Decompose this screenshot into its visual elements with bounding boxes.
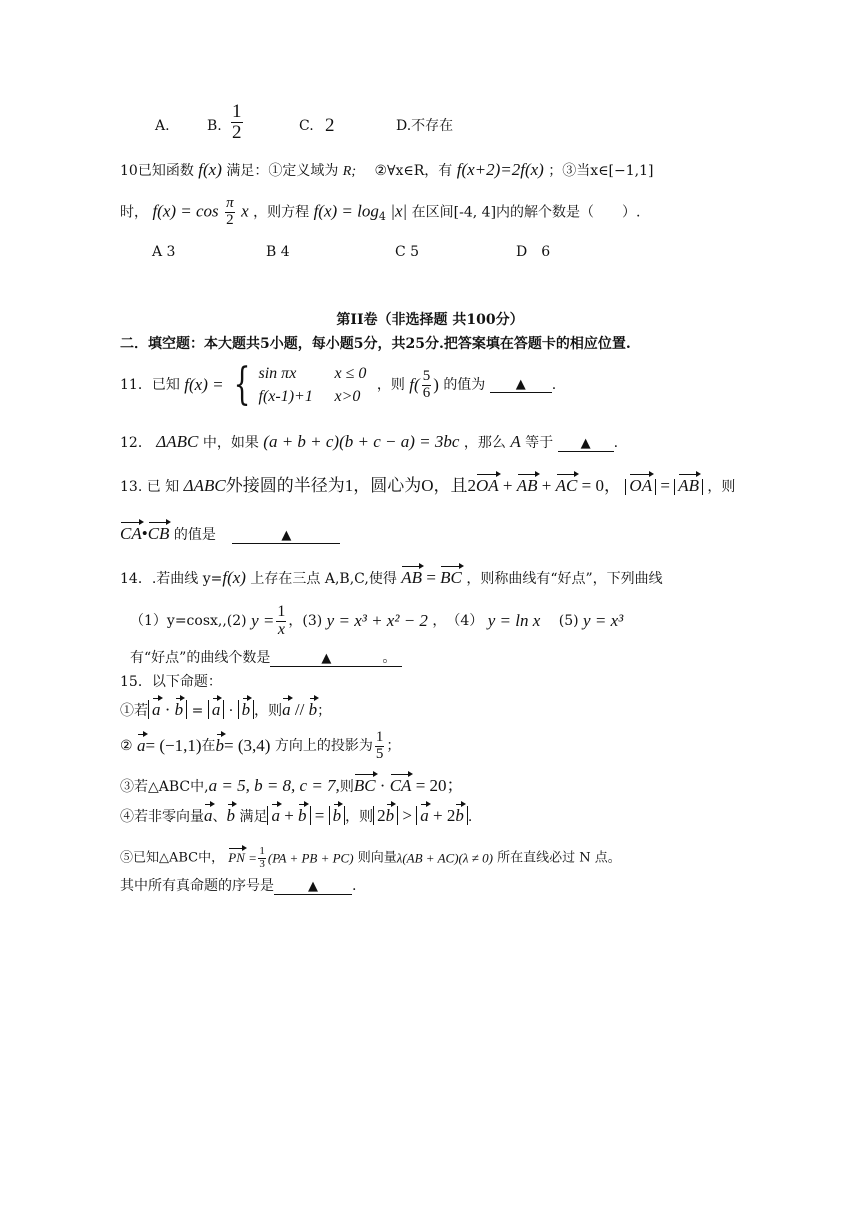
- q15-p5-end: 所在直线必过 N 点。: [497, 850, 621, 866]
- q14-fx: f(x): [222, 568, 246, 587]
- q10-eq2: f(x+2)=2f(x): [456, 160, 544, 179]
- q15-p4-prefix: ④若非零向量: [120, 809, 204, 825]
- q15-p2-vector-a: = (−1,1): [145, 736, 202, 756]
- q14-line3-text: 有“好点”的曲线个数是: [130, 650, 271, 666]
- q15-p1-end: ；: [317, 703, 332, 719]
- q15-p2-num: 1: [375, 729, 384, 745]
- q14-end: 。: [382, 650, 402, 667]
- q15-p1-prefix: ①若: [120, 703, 148, 719]
- q11-f-at: f(: [409, 374, 420, 394]
- q14-answer-blank: ▲: [270, 652, 382, 667]
- section2-title: 第II卷（非选择题 共100分）: [336, 312, 524, 328]
- q15-p3: ③若△ABC中,a = 5, b = 8, c = 7,则BC · CA = 20；: [120, 776, 464, 795]
- q14-eq: =: [422, 568, 441, 587]
- q9-option-d: D.不存在: [396, 118, 454, 134]
- q14-prefix: 14．.若曲线 y=: [120, 571, 223, 587]
- q10-options: [152, 244, 652, 264]
- q15-p2-mid: 在: [201, 737, 216, 754]
- q11-end: .: [551, 376, 557, 393]
- q13-eqs: =: [656, 476, 675, 495]
- q10-abs-x: |x|: [390, 201, 408, 221]
- q15-p2-den: 5: [375, 745, 384, 762]
- q14-curve2-fraction: [276, 604, 286, 639]
- q15-p4-mid: 满足: [239, 809, 268, 825]
- q11-answer-blank: ▲: [490, 378, 552, 393]
- q15-p5-expr: (PA + PB + PC): [267, 850, 354, 866]
- q11-case2-expr: f(x-1)+1: [258, 388, 313, 406]
- q14-curve2-lhs: y =: [251, 611, 275, 631]
- q13-eq-zero: = 0，: [577, 476, 621, 495]
- q10-cond3: ；③当x∈[−1,1]: [548, 163, 654, 179]
- q13-line2-tail: 的值是: [173, 527, 216, 543]
- q13-vector-ab: AB: [516, 476, 538, 495]
- q12-mid2: ，那么: [463, 435, 506, 451]
- q13-vector-cb: CB: [147, 524, 170, 543]
- q15-final: [120, 878, 356, 895]
- q11-mid: ，则: [376, 376, 405, 393]
- q10-line2-start: 时，: [120, 204, 148, 221]
- q10-domain-r: R;: [342, 164, 356, 179]
- q15-p2: ② a= (−1,1)在b= (3,4) 方向上的投影为 $\frac{1}{5}$ ；: [120, 729, 401, 762]
- q11-close: ): [433, 374, 439, 394]
- q12-mid1: 中，如果: [202, 435, 259, 451]
- q12: [120, 432, 618, 452]
- q14-vector-ab: AB: [401, 568, 423, 587]
- q15-p4-sep: 、: [212, 809, 227, 825]
- q9-option-c: C.: [299, 118, 314, 134]
- q15-p2-end: ；: [386, 737, 401, 754]
- q13-vector-oa: OA: [476, 476, 499, 495]
- q15-p5-fraction: [258, 846, 266, 870]
- q11: [120, 359, 557, 411]
- q9-option-a: A.: [155, 118, 170, 134]
- q15-p4: ④若非零向量a、b 满足 a + b = b ，则 2b > a + 2b .: [120, 806, 473, 825]
- q9-b-denominator: 2: [232, 121, 242, 143]
- q15-p1-then: ，则: [254, 703, 283, 719]
- q11-case1-cond: x ≤ 0: [334, 365, 367, 382]
- q15-p1: ①若 a · b = a · b ，则a // b；: [120, 700, 332, 719]
- q13-vector-ac: AC: [555, 476, 578, 495]
- q14-line3: [130, 650, 402, 667]
- q12-prefix: 12．: [120, 435, 152, 451]
- q15-p5-num: 1: [259, 845, 265, 857]
- q14-curve4-label: ， （4）: [432, 612, 484, 629]
- q14-mid: 上存在三点 A,B,C,使得: [250, 571, 397, 587]
- q15-p3-mid: 则: [339, 779, 354, 795]
- q15-p4-then: ，则: [345, 809, 374, 825]
- q15-p5: [120, 846, 621, 870]
- q13-tail: ，则: [707, 479, 736, 495]
- q10-cond1: 满足：①定义域为: [226, 163, 339, 179]
- q13-answer-blank: ▲: [232, 529, 340, 544]
- q15-title: 15．以下命题：: [120, 674, 222, 690]
- q15-p4-end: .: [467, 809, 473, 825]
- q15-p3-prefix: ③若△ABC中,: [120, 779, 209, 795]
- q10-eq4: f(x) = log: [313, 201, 379, 221]
- q11-brace: {: [233, 359, 251, 411]
- q15-p2-prefix: ②: [120, 737, 133, 754]
- q12-triangle: ΔABC: [156, 432, 199, 451]
- q14-curve5-eq: y = x³: [583, 611, 624, 631]
- q11-tail: 的值为: [443, 376, 486, 393]
- q13-plus2: +: [537, 476, 556, 495]
- q14-curve1: （1）y=cosx,,(2): [130, 612, 247, 629]
- q11-case2-cond: x>0: [334, 388, 361, 406]
- q15-p5-eq: =: [249, 850, 257, 866]
- q11-func: f(x) =: [184, 374, 224, 394]
- q10-option-c: C 5: [395, 244, 420, 260]
- q15-p5-vector-pn: PN: [228, 850, 245, 866]
- q13-vector-ca: CA: [120, 524, 142, 543]
- q15-final-end: .: [352, 878, 357, 894]
- q14-curve3-label: ，(3): [288, 612, 323, 629]
- q15-p5-prefix: ⑤已知△ABC中，: [120, 850, 225, 866]
- q15-final-text: 其中所有真命题的序号是: [120, 878, 274, 894]
- q13-line1: [120, 476, 735, 496]
- q10-pi-over-2: [225, 196, 235, 229]
- q10-option-b: B 4: [266, 244, 290, 260]
- q12-equation: (a + b + c)(b + c − a) = 3bc: [263, 432, 460, 451]
- q15-answer-blank: ▲: [274, 880, 352, 895]
- q10-tail: 在区间[-4, 4]内的解个数是（ ）.: [411, 204, 641, 221]
- q9-options: [155, 101, 715, 158]
- q14-line1: [120, 568, 663, 588]
- q13-text1: 外接圆的半径为1，圆心为O，且2: [225, 476, 476, 495]
- q13-prefix: 13. 已 知: [120, 479, 180, 495]
- q10-func: f(x): [198, 160, 222, 179]
- q12-angle-a: A: [510, 432, 521, 451]
- q9-option-b: B.: [207, 118, 222, 134]
- q12-end: .: [613, 435, 619, 451]
- q10-option-d: D 6: [516, 244, 551, 260]
- q13-line2: [120, 524, 340, 544]
- q15-p2-vector-b: = (3,4): [224, 736, 271, 756]
- q13-dot: •: [141, 524, 148, 543]
- q13-plus1: +: [498, 476, 517, 495]
- q15-p5-mid: 则向量: [357, 850, 397, 866]
- q11-prefix: 11．已知: [120, 376, 180, 393]
- q15-p1-parallel: //: [290, 700, 309, 719]
- q14-curve5-label: (5): [544, 612, 579, 629]
- q11-num: 5: [422, 367, 431, 384]
- q15-p2-fraction: [375, 730, 385, 763]
- q11-fraction: [422, 369, 432, 402]
- q10-prefix: 10已知函数: [120, 163, 194, 179]
- q12-tail: 等于: [525, 435, 554, 451]
- q14-curve2-num: 1: [277, 603, 286, 620]
- q11-cases: [259, 362, 373, 408]
- q15-p3-eq: a = 5, b = 8, c = 7,: [208, 776, 340, 795]
- q10-option-a: A 3: [152, 244, 176, 260]
- section2-instructions: 二．填空题：本大题共5小题，每小题5分，共25分.把答案填在答题卡的相应位置.: [120, 336, 631, 352]
- q14-tail: ，则称曲线有“好点”，下列曲线: [466, 571, 663, 587]
- q14-curve2-den: x: [277, 620, 285, 638]
- q9-b-numerator: 1: [232, 101, 242, 122]
- q14-vector-bc: BC: [440, 568, 462, 587]
- q10-cond2: ②∀x∈R，有: [374, 163, 453, 179]
- q10-pi: π: [226, 195, 234, 211]
- q9-option-b-fraction: [231, 102, 243, 143]
- q15-p3-result: = 20；: [411, 776, 464, 795]
- q14-line2: [130, 604, 623, 639]
- q10-mid: ，则方程: [253, 204, 310, 221]
- q13-triangle: ΔABC: [183, 476, 226, 495]
- q10-eq3-rhs: x: [241, 201, 249, 221]
- q15-p5-lambda: λ(AB + AC)(λ ≠ 0): [396, 850, 493, 866]
- q12-answer-blank: ▲: [558, 437, 614, 452]
- q13-abs-oa: OA: [629, 476, 653, 495]
- q14-curve4-eq: y = ln x: [487, 611, 541, 631]
- q15-p5-den: 3: [259, 857, 265, 870]
- q10-line1: [120, 160, 653, 181]
- q11-den: 6: [422, 384, 431, 401]
- q10-log-base: 4: [378, 210, 386, 224]
- q13-abs-ab: AB: [678, 476, 699, 495]
- q9-option-c-value: 2: [325, 115, 335, 136]
- q11-case1-expr: sin πx: [258, 365, 297, 382]
- q14-curve3-eq: y = x³ + x² − 2: [326, 611, 428, 631]
- q10-two: 2: [226, 211, 234, 228]
- q15-p2-mid2: 方向上的投影为: [274, 737, 373, 754]
- q10-eq3-lhs: f(x) = cos: [152, 201, 219, 221]
- q10-line2: [120, 196, 641, 229]
